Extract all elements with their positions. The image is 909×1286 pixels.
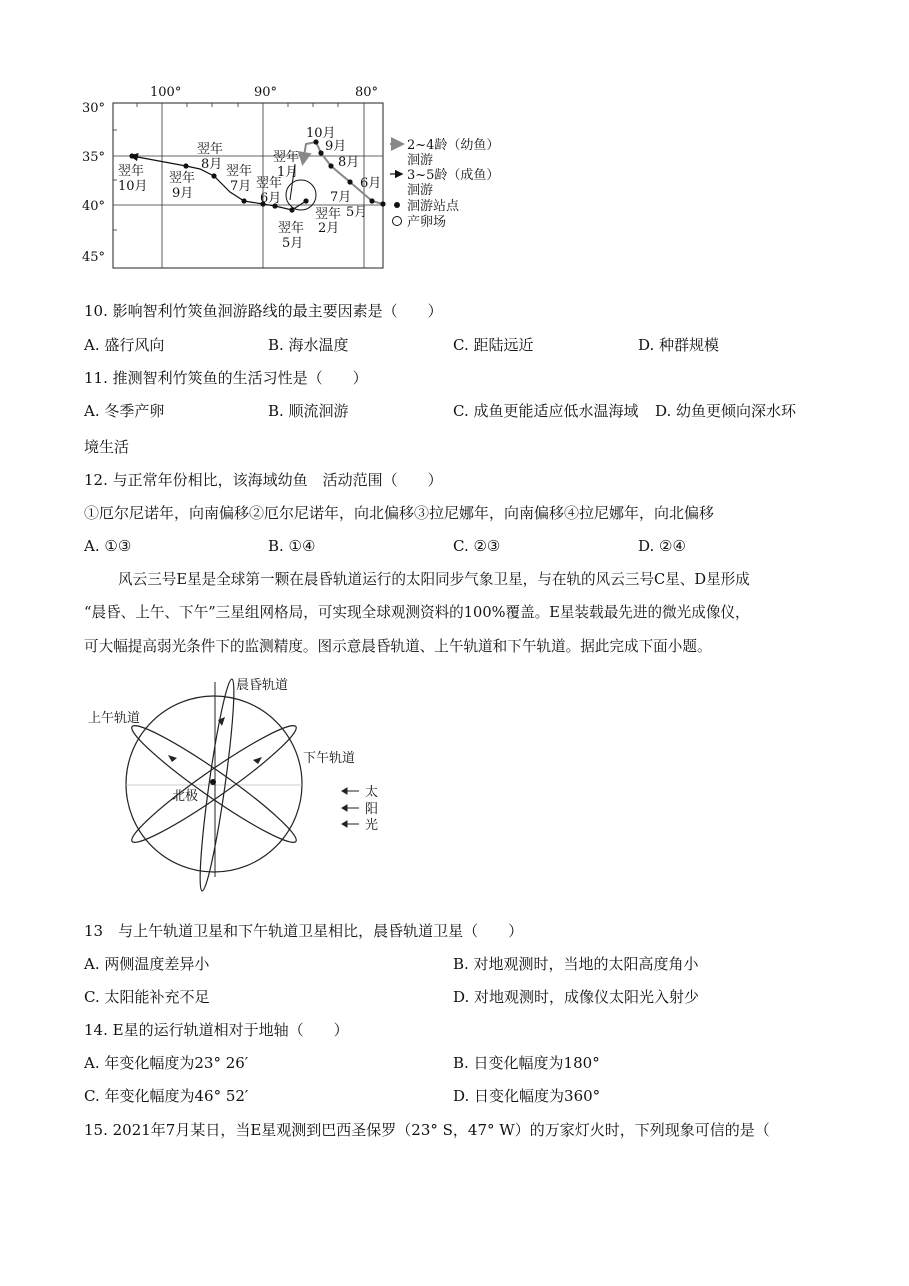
legend-station: 洄游站点 xyxy=(407,199,460,214)
q10-option-b: B. 海水温度 xyxy=(268,336,349,354)
label-ny-jun-b: 6月 xyxy=(260,191,282,206)
lat-label-35: 35° xyxy=(82,150,106,165)
afternoon-orbit-arrow xyxy=(253,757,262,764)
label-ny-feb-b: 2月 xyxy=(318,221,340,236)
q13-option-a: A. 两侧温度差异小 xyxy=(84,955,210,973)
legend-spawning: 产卵场 xyxy=(407,215,447,230)
label-ny-oct-a: 翌年 xyxy=(118,164,145,179)
label-ny-jun-a: 翌年 xyxy=(256,176,283,191)
label-morning-orbit: 上午轨道 xyxy=(88,711,141,726)
q10-stem: 10. 影响智利竹筴鱼洄游路线的最主要因素是（ ） xyxy=(84,302,443,320)
q12-stem: 12. 与正常年份相比，该海域幼鱼 活动范围（ ） xyxy=(84,471,443,489)
q12-option-d: D. ②④ xyxy=(638,537,686,555)
q11-option-d-continued: 境生活 xyxy=(84,438,130,456)
label-ny-jul-a: 翌年 xyxy=(226,164,253,179)
q11-stem: 11. 推测智利竹筴鱼的生活习性是（ ） xyxy=(84,369,368,387)
q15-stem: 15. 2021年7月某日，当E星观测到巴西圣保罗（23° S，47° W）的万家灯火时，下列现象可信的是（ xyxy=(84,1121,770,1139)
label-ny-may-b: 5月 xyxy=(282,236,304,251)
legend-spawning-circle xyxy=(393,217,402,226)
label-ny-jul-b: 7月 xyxy=(230,179,252,194)
label-north-pole: 北极 xyxy=(172,789,199,804)
lon-label-90: 90° xyxy=(254,85,278,100)
fish-migration-map xyxy=(80,80,520,275)
legend-juvenile-b: 洄游 xyxy=(407,153,434,168)
q14-option-b: B. 日变化幅度为180° xyxy=(453,1054,600,1072)
satellite-orbit-diagram xyxy=(84,672,404,902)
lat-label-30: 30° xyxy=(82,101,106,116)
legend-adult-a: 3~5龄（成鱼） xyxy=(407,168,500,183)
label-ny-jan-a: 翌年 xyxy=(273,150,300,165)
label-oct: 10月 xyxy=(306,126,336,141)
label-ny-feb-a: 翌年 xyxy=(315,207,342,222)
q11-option-b: B. 顺流洄游 xyxy=(268,402,349,420)
passage-line-1: 风云三号E星是全球第一颗在晨昏轨道运行的太阳同步气象卫星，与在轨的风云三号C星、D星形成 xyxy=(118,571,750,588)
q11-option-a: A. 冬季产卵 xyxy=(84,402,165,420)
q10-option-a: A. 盛行风向 xyxy=(84,336,165,354)
q12-option-c: C. ②③ xyxy=(453,537,501,555)
lon-label-80: 80° xyxy=(355,85,379,100)
q10-option-c: C. 距陆远近 xyxy=(453,336,534,354)
q10-option-d: D. 种群规模 xyxy=(638,336,720,354)
label-ny-sep-a: 翌年 xyxy=(169,171,196,186)
lat-label-40: 40° xyxy=(82,199,106,214)
label-aug: 8月 xyxy=(338,155,360,170)
morning-orbit-arrow xyxy=(168,755,177,762)
label-jul: 7月 xyxy=(330,190,352,205)
label-jun: 6月 xyxy=(360,176,382,191)
legend-adult-b: 洄游 xyxy=(407,183,434,198)
q13-option-c: C. 太阳能补充不足 xyxy=(84,988,210,1006)
q12-option-a: A. ①③ xyxy=(84,537,132,555)
label-sun-2: 阳 xyxy=(365,802,379,817)
label-ny-oct-b: 10月 xyxy=(118,179,148,194)
label-ny-aug-b: 8月 xyxy=(201,157,223,172)
label-may: 5月 xyxy=(346,205,368,220)
label-ny-jan-b: 1月 xyxy=(277,165,299,180)
label-ny-sep-b: 9月 xyxy=(172,186,194,201)
q12-statements: ①厄尔尼诺年，向南偏移②厄尔尼诺年，向北偏移③拉尼娜年，向南偏移④拉尼娜年，向北偏移 xyxy=(84,504,715,522)
q14-stem: 14. E星的运行轨道相对于地轴（ ） xyxy=(84,1021,349,1039)
lat-label-45: 45° xyxy=(82,250,106,265)
label-ny-aug-a: 翌年 xyxy=(197,142,224,157)
legend-juvenile-a: 2~4龄（幼鱼） xyxy=(407,138,500,153)
label-ny-may-a: 翌年 xyxy=(278,221,305,236)
lon-label-100: 100° xyxy=(150,85,182,100)
label-sep: 9月 xyxy=(325,139,347,154)
label-dawn-dusk-orbit: 晨昏轨道 xyxy=(236,678,289,693)
q11-option-d: D. 幼鱼更倾向深水环 xyxy=(655,402,797,420)
q14-option-d: D. 日变化幅度为360° xyxy=(453,1087,601,1105)
label-afternoon-orbit: 下午轨道 xyxy=(303,751,356,766)
q13-stem: 13 与上午轨道卫星和下午轨道卫星相比，晨昏轨道卫星（ ） xyxy=(84,922,524,940)
label-sun-1: 太 xyxy=(365,785,379,800)
label-sun-3: 光 xyxy=(365,818,379,833)
q14-option-c: C. 年变化幅度为46° 52′ xyxy=(84,1087,249,1105)
passage-line-2: “晨昏、上午、下午”三星组网格局，可实现全球观测资料的100%覆盖。E星装载最先进的微光成像仪， xyxy=(84,604,750,621)
sunlight-arrows xyxy=(342,788,359,827)
north-pole-dot xyxy=(210,779,216,785)
q14-option-a: A. 年变化幅度为23° 26′ xyxy=(84,1054,249,1072)
legend-station-dot xyxy=(394,202,400,208)
passage-line-3: 可大幅提高弱光条件下的监测精度。图示意晨昏轨道、上午轨道和下午轨道。据此完成下面小题。 xyxy=(84,638,712,655)
q13-option-d: D. 对地观测时，成像仪太阳光入射少 xyxy=(453,988,700,1006)
q12-option-b: B. ①④ xyxy=(268,537,316,555)
q13-option-b: B. 对地观测时，当地的太阳高度角小 xyxy=(453,955,699,973)
q11-option-c: C. 成鱼更能适应低水温海域 xyxy=(453,402,639,420)
